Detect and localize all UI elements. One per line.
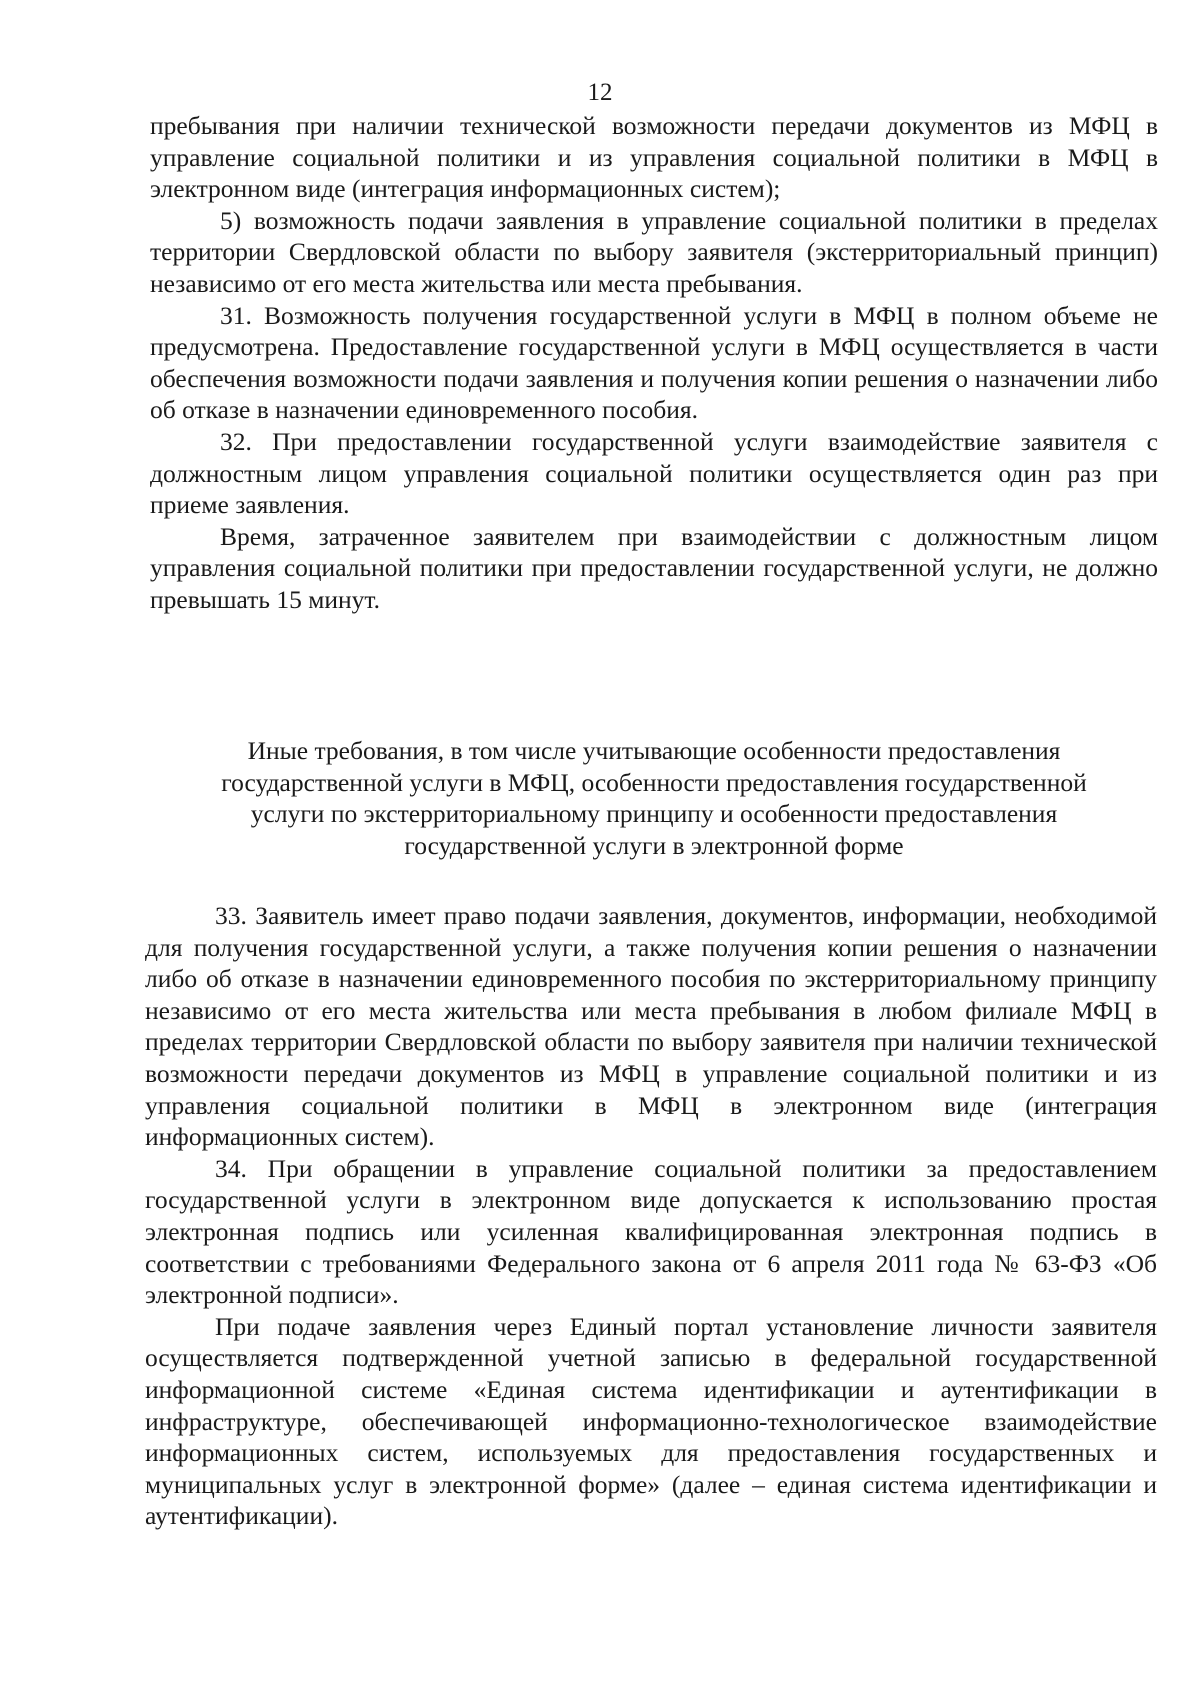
paragraph-time-limit: Время, затраченное заявителем при взаимодействии с должностным лицом управления социальной политики при предоставлении государственной услуги, не должно превышать 15 минут. (150, 521, 1158, 614)
page-number: 12 (587, 79, 613, 106)
paragraph-32: 32. При предоставлении государственной услуги взаимодействие заявителя с должностным лицом управления социальной политики осуществляется один раз при приеме заявления. (150, 426, 1158, 520)
paragraph-31: 31. Возможность получения государственной услуги в МФЦ в полном объеме не предусмотрена. Предоставление государственной услуги в МФЦ осуществляется в части обеспечения возможности подачи заявления и получения копии решения о назначении либо об отказе в назначении единовременного пособия. (150, 300, 1158, 425)
heading-line-3: услуги по экстерриториальному принципу и особенности предоставления (250, 799, 1058, 829)
paragraph-item-5: 5) возможность подачи заявления в управление социальной политики в пределах территории Свердловской области по выбору заявителя (экстерриториальный принцип) независимо от его места жительства или места пребывания. (150, 205, 1158, 298)
paragraph-continuation: пребывания при наличии технической возможности передачи документов из МФЦ в управление социальной политики и из управления социальной политики в МФЦ в электронном виде (интеграция информационных систем); (150, 111, 1158, 204)
heading-line-2: государственной услуги в МФЦ, особенности предоставления государственной (221, 767, 1087, 797)
paragraph-portal: При подаче заявления через Единый портал установление личности заявителя осуществляется подтвержденной учетной записью в федеральной государственной информационной системе «Единая система идентификации и аутентификации в инфраструктуре, обеспечивающей информационно-технологическое взаимодействие информационных систем, используемых для предоставления государственных и муниципальных услуг в электронной форме» (далее – единая система идентификации и аутентификации). (145, 1311, 1157, 1531)
text-section-bottom (145, 900, 1157, 1532)
paragraph-33: 33. Заявитель имеет право подачи заявления, документов, информации, необходимой для получения государственной услуги, а также получения копии решения о назначении либо об отказе в назначении единовременного пособия по экстерриториальному принципу независимо от его места жительства или места пребывания в любом филиале МФЦ в пределах территории Свердловской области по выбору заявителя при наличии технической возможности передачи документов из МФЦ в управление социальной политики и из управления социальной политики в МФЦ в электронном виде (интеграция информационных систем). (145, 901, 1157, 1152)
section-heading (150, 735, 1158, 861)
paragraph-34: 34. При обращении в управление социальной политики за предоставлением государственной услуги в электронном виде допускается к использованию простая электронная подпись или усиленная квалифицированная электронная подпись в соответствии с требованиями Федерального закона от 6 апреля 2011 года № 63-ФЗ «Об электронной подписи». (145, 1153, 1157, 1310)
heading-line-4: государственной услуги в электронной форме (404, 830, 904, 860)
text-section-top (150, 110, 1158, 616)
heading-line-1: Иные требования, в том числе учитывающие особенности предоставления (247, 736, 1061, 765)
